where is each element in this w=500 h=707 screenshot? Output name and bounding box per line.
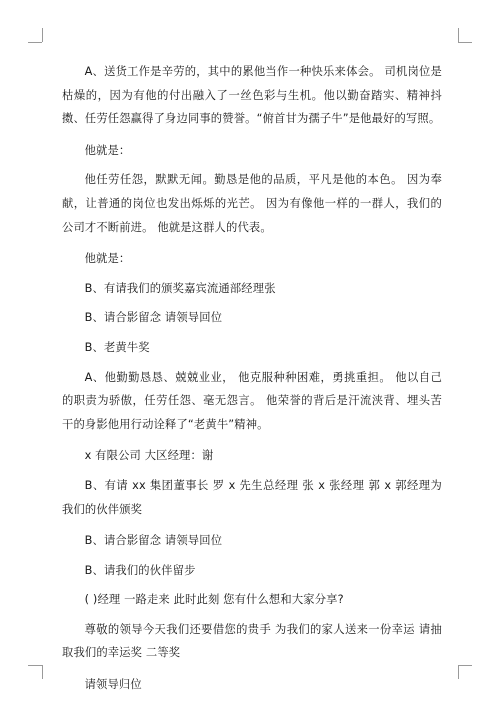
paragraph-he-is-2: 他就是： [84, 252, 131, 266]
paragraph-invite-presenter: B、有请我们的颁奖嘉宾流通部经理张 [84, 281, 276, 295]
crop-mark-top-right-v [458, 28, 459, 42]
paragraph-leader-return: 请领导归位 [84, 678, 142, 692]
paragraph-intro-a: A、送货工作是辛劳的，其中的累他当作一种快乐来体会。 司机岗位是枯燥的，因为有他的付出融入了一丝色彩与生机。他以勤奋踏实、精神抖擞、任劳任怨赢得了身边同事的赞誉。“俯首甘为孺子牛”是他最好的写照。 [62, 65, 442, 126]
document-body [62, 60, 442, 703]
crop-mark-bottom-right-v [458, 665, 459, 679]
paragraph-photo-return-1: B、请合影留念 请领导回位 [84, 311, 223, 325]
paragraph-recipient: x 有限公司 大区经理：谢 [84, 449, 214, 463]
crop-mark-top-right-h [458, 42, 472, 43]
paragraph-partner-stay: B、请我们的伙伴留步 [84, 563, 196, 577]
paragraph-he-is-1: 他就是： [84, 143, 131, 157]
paragraph-photo-return-2: B、请合影留念 请领导回位 [84, 534, 223, 548]
paragraph-invite-executives: B、有请 xx 集团董事长 罗 x 先生总经理 张 x 张经理 郭 x 郭经理为我们的伙伴颁奖 [62, 478, 442, 516]
paragraph-award-name: B、老黄牛奖 [84, 340, 150, 354]
paragraph-share-question: ( )经理 一路走来 此时此刻 您有什么想和大家分享? [84, 593, 344, 607]
paragraph-award-citation: A、他勤勤恳恳、兢兢业业， 他克服种种困难，勇挑重担。 他以自己的职责为骄傲，任劳任怨、毫无怨言。 他荣誉的背后是汗流浃背、埋头苦干的身影他用行动诠释了“老黄牛”精神。 [62, 370, 442, 431]
crop-mark-bottom-left-h [28, 665, 42, 666]
crop-mark-bottom-right-h [458, 665, 472, 666]
paragraph-lucky-draw: 尊敬的领导今天我们还要借您的贵手 为我们的家人送来一份幸运 请抽取我们的幸运奖 二等奖 [62, 622, 442, 660]
paragraph-description: 他任劳任怨，默默无闻。勤恳是他的品质，平凡是他的本色。 因为奉献，让普通的岗位也发出烁烁的光芒。 因为有像他一样的一群人，我们的公司才不断前进。 他就是这群人的代表。 [62, 173, 442, 234]
crop-mark-top-left-h [28, 42, 42, 43]
crop-mark-bottom-left-v [42, 665, 43, 679]
crop-mark-top-left-v [42, 28, 43, 42]
